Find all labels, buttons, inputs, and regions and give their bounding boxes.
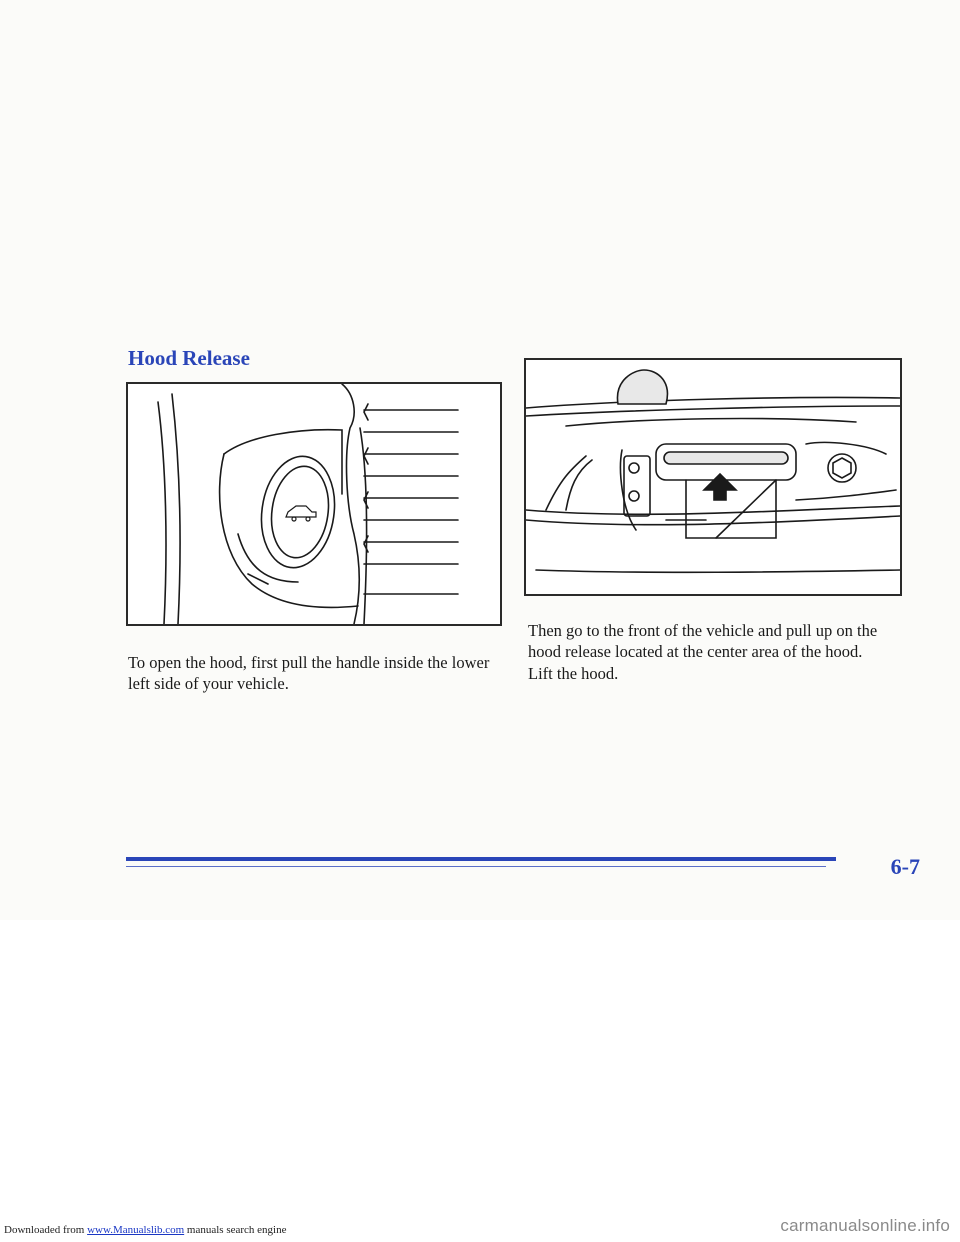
instruction-right-2: Lift the hood. [528, 664, 619, 683]
page-title: Hood Release [128, 346, 250, 370]
instruction-left: To open the hood, first pull the handle inside the lower left side of your vehicle. [128, 653, 490, 693]
hood-release-handle-icon [128, 384, 500, 624]
footer-prefix: Downloaded from [4, 1224, 88, 1236]
watermark: carmanualsonline.info [780, 1216, 950, 1235]
hood-latch-illustration [524, 358, 902, 596]
footer-rule [126, 857, 836, 861]
instruction-right-1: Then go to the front of the vehicle and pull up on the hood release located at the center area of the hood. [528, 621, 878, 661]
hood-latch-icon [526, 360, 900, 594]
manualslib-link[interactable]: www.Manualslib.com [87, 1224, 185, 1236]
download-footer [4, 1224, 286, 1236]
page-number: 6-7 [890, 854, 920, 879]
footer-suffix: manuals search engine [184, 1224, 287, 1236]
hood-release-handle-illustration [126, 382, 502, 626]
footer-rule-thin [126, 866, 826, 867]
